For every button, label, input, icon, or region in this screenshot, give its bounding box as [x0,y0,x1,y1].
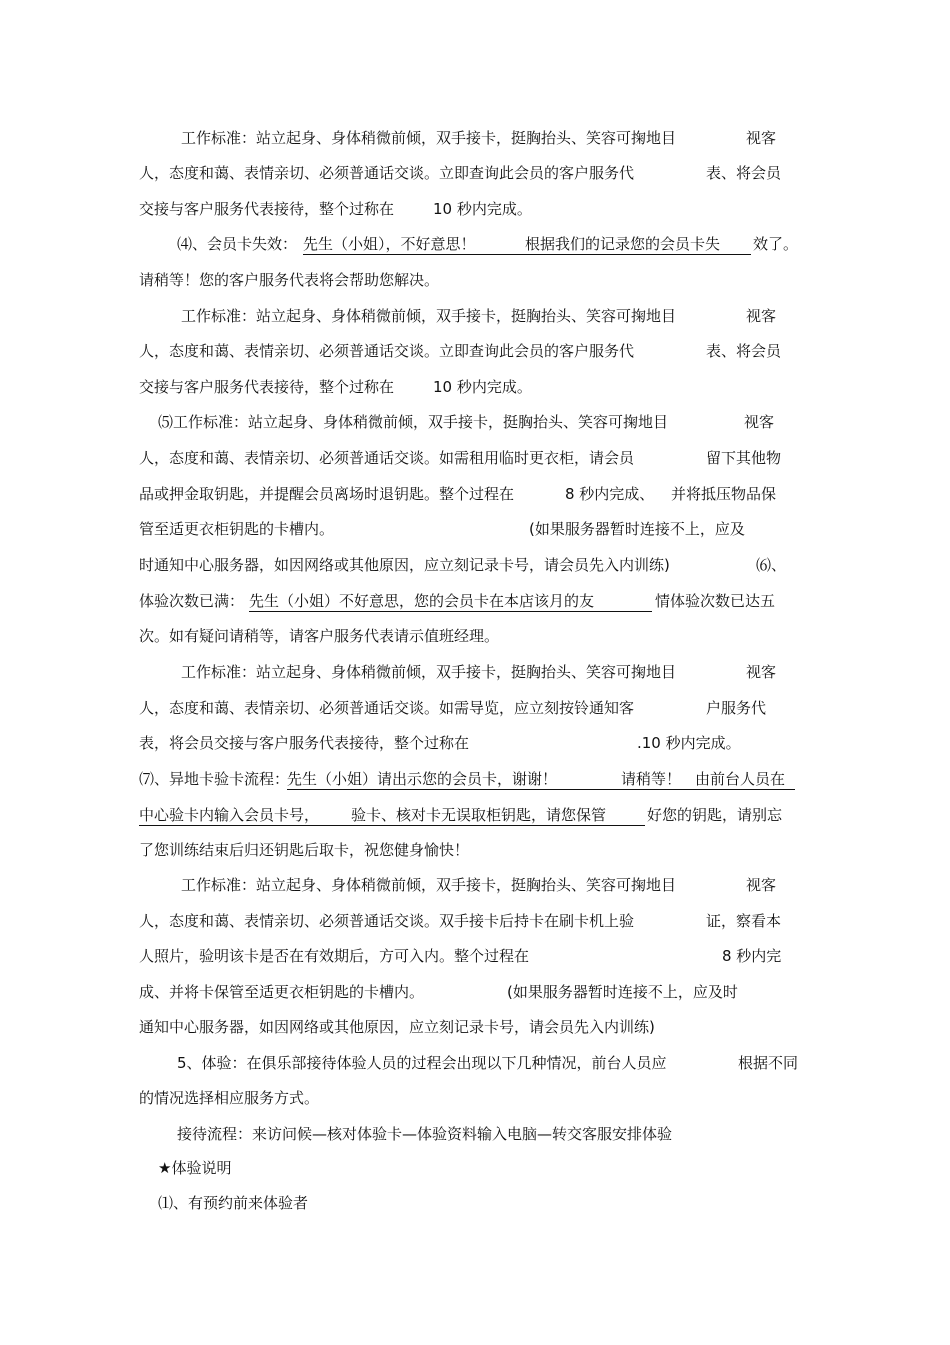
underlined-text: 根据我们的记录您的会员卡失 [503,234,751,255]
paragraph-line: 工作标准：站立起身、身体稍微前倾，双手接卡，挺胸抬头、笑容可掬地目 [181,307,677,325]
paragraph-line: 8 秒内完成、 [565,485,655,503]
paragraph-line: ⑴、有预约前来体验者 [158,1194,309,1212]
paragraph-line: 体验次数已满： [139,592,245,610]
paragraph-line: 工作标准：站立起身、身体稍微前倾，双手接卡，挺胸抬头、笑容可掬地目 [181,876,677,894]
underlined-text: 中心验卡内输入会员卡号， [139,805,329,826]
paragraph-line: 视客 [746,129,777,147]
paragraph-line: 好您的钥匙，请别忘 [647,806,783,824]
paragraph-line: ⑹、 [756,556,787,574]
underlined-text: 由前台人员在 [695,769,795,790]
paragraph-line: 表、将会员 [706,342,782,360]
paragraph-line: 视客 [744,413,775,431]
paragraph-line: 留下其他物 [706,449,782,467]
paragraph-line: (如果服务器暂时连接不上，应及时 [507,983,738,1001]
paragraph-line: 通知中心服务器，如因网络或其他原因，应立刻记录卡号，请会员先入内训练) [139,1018,655,1036]
paragraph-line: 工作标准：站立起身、身体稍微前倾，双手接卡，挺胸抬头、笑容可掬地目 [181,663,677,681]
underlined-text: 请稍等！ [577,769,695,790]
paragraph-line: 管至适更衣柜钥匙的卡槽内。 [139,520,335,538]
underlined-text: 先生（小姐）不好意思，您的会员卡在本店该月的友 [249,591,652,612]
paragraph-line: ⑺、异地卡验卡流程： [139,770,290,788]
paragraph-line: 时通知中心服务器，如因网络或其他原因，应立刻记录卡号，请会员先入内训练) [139,556,670,574]
section-heading: ★体验说明 [158,1159,232,1177]
paragraph-line: 交接与客户服务代表接待，整个过称在 [139,378,395,396]
paragraph-line: 接待流程：来访问候—核对体验卡—体验资料输入电脑—转交客服安排体验 [177,1125,673,1143]
paragraph-line: 人，态度和蔼、表情亲切、必须普通话交谈。立即查询此会员的客户服务代 [139,164,635,182]
paragraph-line: 工作标准：站立起身、身体稍微前倾，双手接卡，挺胸抬头、笑容可掬地目 [181,129,677,147]
paragraph-line: 户服务代 [706,699,767,717]
paragraph-line: 5、体验：在俱乐部接待体验人员的过程会出现以下几种情况，前台人员应 [177,1054,667,1072]
paragraph-line: 根据不同 [738,1054,799,1072]
paragraph-line: 证，察看本 [706,912,782,930]
paragraph-line: 10 秒内完成。 [433,200,532,218]
paragraph-line: 了您训练结束后归还钥匙后取卡，祝您健身愉快！ [139,841,470,859]
underlined-text: 先生（小姐）请出示您的会员卡，谢谢！ [287,769,577,790]
paragraph-line: 次。如有疑问请稍等，请客户服务代表请示值班经理。 [139,627,500,645]
paragraph-line: 请稍等！您的客户服务代表将会帮助您解决。 [139,271,440,289]
paragraph-line: 并将抵压物品保 [671,485,777,503]
paragraph-line: 人照片，验明该卡是否在有效期后，方可入内。整个过程在 [139,947,530,965]
paragraph-line: 品或押金取钥匙，并提醒会员离场时退钥匙。整个过程在 [139,485,515,503]
paragraph-line: 人，态度和蔼、表情亲切、必须普通话交谈。如需租用临时更衣柜，请会员 [139,449,635,467]
paragraph-line: .10 秒内完成。 [637,734,741,752]
paragraph-line: 人，态度和蔼、表情亲切、必须普通话交谈。双手接卡后持卡在刷卡机上验 [139,912,635,930]
paragraph-line: 情体验次数已达五 [655,592,776,610]
paragraph-line: 效了。 [753,235,799,253]
paragraph-line: 视客 [746,307,777,325]
paragraph-line: 视客 [746,876,777,894]
paragraph-line: 8 秒内完 [722,947,782,965]
paragraph-line: 人，态度和蔼、表情亲切、必须普通话交谈。立即查询此会员的客户服务代 [139,342,635,360]
paragraph-line: 的情况选择相应服务方式。 [139,1089,320,1107]
paragraph-line: 10 秒内完成。 [433,378,532,396]
paragraph-line: 视客 [746,663,777,681]
paragraph-line: 表，将会员交接与客户服务代表接待，整个过称在 [139,734,470,752]
paragraph-line: (如果服务器暂时连接不上，应及 [529,520,745,538]
underlined-text: 验卡、核对卡无误取柜钥匙，请您保管 [329,805,645,826]
paragraph-line: 人，态度和蔼、表情亲切、必须普通话交谈。如需导览，应立刻按铃通知客 [139,699,635,717]
paragraph-line: 表、将会员 [706,164,782,182]
paragraph-line: ⑷、会员卡失效： [177,235,298,253]
paragraph-line: 交接与客户服务代表接待，整个过称在 [139,200,395,218]
paragraph-line: 成、并将卡保管至适更衣柜钥匙的卡槽内。 [139,983,425,1001]
paragraph-line: ⑸工作标准：站立起身、身体稍微前倾，双手接卡，挺胸抬头、笑容可掬地目 [158,413,669,431]
underlined-text: 先生（小姐），不好意思！ [303,234,503,255]
